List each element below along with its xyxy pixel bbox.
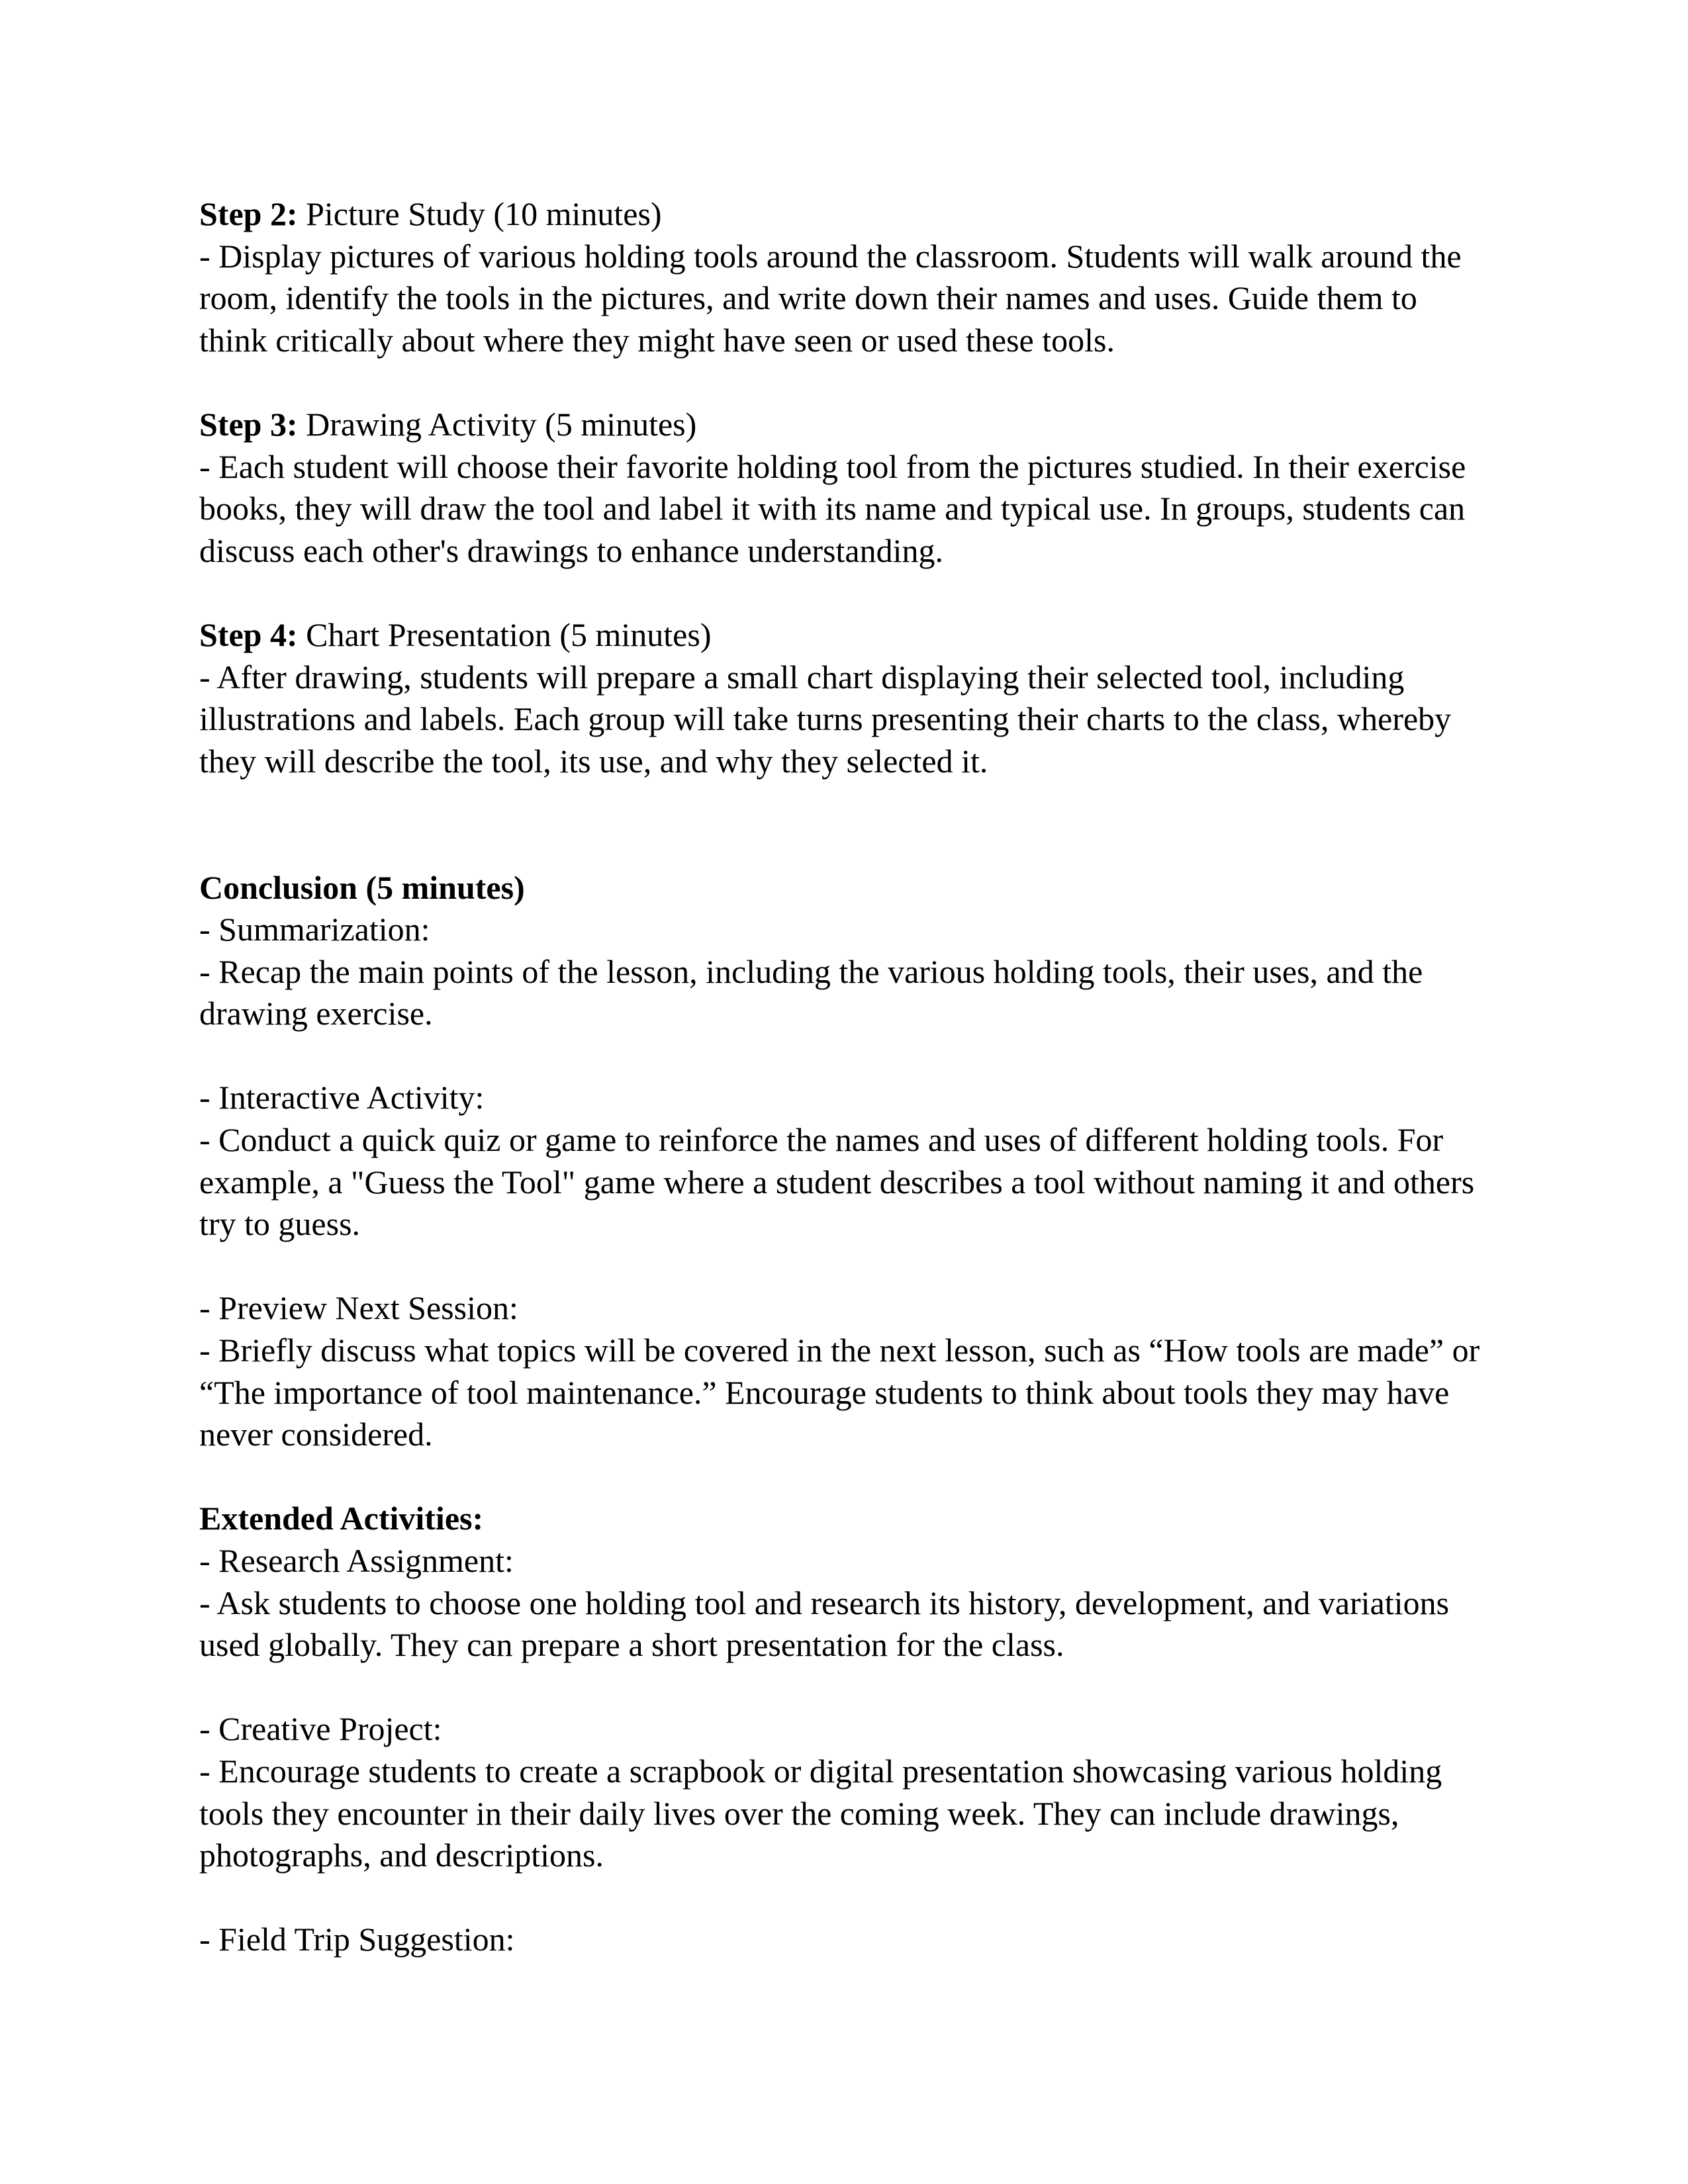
preview-next-session-text-line: “The importance of tool maintenance.” Encourage students to think about tools they may have <box>199 1373 1450 1411</box>
conclusion-section <box>199 867 1497 1456</box>
field-trip-suggestion-label: - Field Trip Suggestion: <box>199 1921 515 1958</box>
spacer <box>199 572 1497 614</box>
step-3-text-line: books, they will draw the tool and label it with its name and typical use. In groups, students can <box>199 490 1466 527</box>
interactive-activity-label: - Interactive Activity: <box>199 1079 485 1116</box>
summarization-text-line: drawing exercise. <box>199 995 433 1032</box>
extended-activities-section <box>199 1498 1497 1961</box>
spacer <box>199 1877 1497 1919</box>
step-3-title: Drawing Activity (5 minutes) <box>297 405 697 443</box>
spacer <box>199 825 1497 867</box>
spacer <box>199 782 1497 825</box>
document-page <box>199 193 1497 1961</box>
step-4-label: Step 4: <box>199 615 298 653</box>
spacer <box>199 1035 1497 1077</box>
interactive-activity-text-line: try to guess. <box>199 1205 361 1243</box>
creative-project-label: - Creative Project: <box>199 1710 442 1748</box>
step-2-label: Step 2: <box>199 195 298 232</box>
step-4-heading <box>199 614 1497 657</box>
research-assignment-text-line: used globally. They can prepare a short presentation for the class. <box>199 1626 1064 1664</box>
extended-activities-heading: Extended Activities: <box>199 1500 484 1537</box>
conclusion-heading: Conclusion (5 minutes) <box>199 868 525 906</box>
step-2-section <box>199 193 1497 361</box>
preview-next-session-label: - Preview Next Session: <box>199 1289 518 1327</box>
spacer <box>199 1246 1497 1288</box>
creative-project-text-line: photographs, and descriptions. <box>199 1837 604 1874</box>
spacer <box>199 1456 1497 1498</box>
summarization-label: - Summarization: <box>199 911 430 948</box>
step-2-title: Picture Study (10 minutes) <box>297 195 662 232</box>
step-4-text-line: they will describe the tool, its use, and why they selected it. <box>199 742 988 780</box>
creative-project-text-line: tools they encounter in their daily lives over the coming week. They can include drawings, <box>199 1794 1399 1832</box>
preview-next-session-text-line: - Briefly discuss what topics will be covered in the next lesson, such as “How tools are made” or <box>199 1332 1480 1369</box>
interactive-activity-text-line: - Conduct a quick quiz or game to reinforce the names and uses of different holding tools. For <box>199 1121 1444 1159</box>
creative-project-text-line: - Encourage students to create a scrapbook or digital presentation showcasing various holding <box>199 1752 1442 1790</box>
step-4-text-line: - After drawing, students will prepare a small chart displaying their selected tool, including <box>199 658 1405 696</box>
step-2-text-line: room, identify the tools in the pictures, and write down their names and uses. Guide them to <box>199 279 1417 317</box>
step-2-heading <box>199 193 1497 236</box>
spacer <box>199 1666 1497 1709</box>
step-3-heading <box>199 404 1497 446</box>
step-3-text-line: discuss each other's drawings to enhance understanding. <box>199 531 943 569</box>
step-4-section <box>199 614 1497 782</box>
step-4-title: Chart Presentation (5 minutes) <box>297 615 712 653</box>
preview-next-session-text-line: never considered. <box>199 1416 433 1453</box>
step-3-section <box>199 404 1497 572</box>
spacer <box>199 361 1497 404</box>
research-assignment-label: - Research Assignment: <box>199 1542 514 1579</box>
research-assignment-text-line: - Ask students to choose one holding tool and research its history, development, and variations <box>199 1584 1450 1621</box>
step-2-text-line: think critically about where they might have seen or used these tools. <box>199 321 1115 359</box>
interactive-activity-text-line: example, a "Guess the Tool" game where a student describes a tool without naming it and others <box>199 1163 1475 1201</box>
step-2-text-line: - Display pictures of various holding tools around the classroom. Students will walk around the <box>199 237 1462 275</box>
step-4-text-line: illustrations and labels. Each group will take turns presenting their charts to the class, whereby <box>199 700 1452 738</box>
step-3-text-line: - Each student will choose their favorite holding tool from the pictures studied. In their exercise <box>199 447 1466 485</box>
summarization-text-line: - Recap the main points of the lesson, including the various holding tools, their uses, and the <box>199 952 1423 990</box>
step-3-label: Step 3: <box>199 405 298 443</box>
